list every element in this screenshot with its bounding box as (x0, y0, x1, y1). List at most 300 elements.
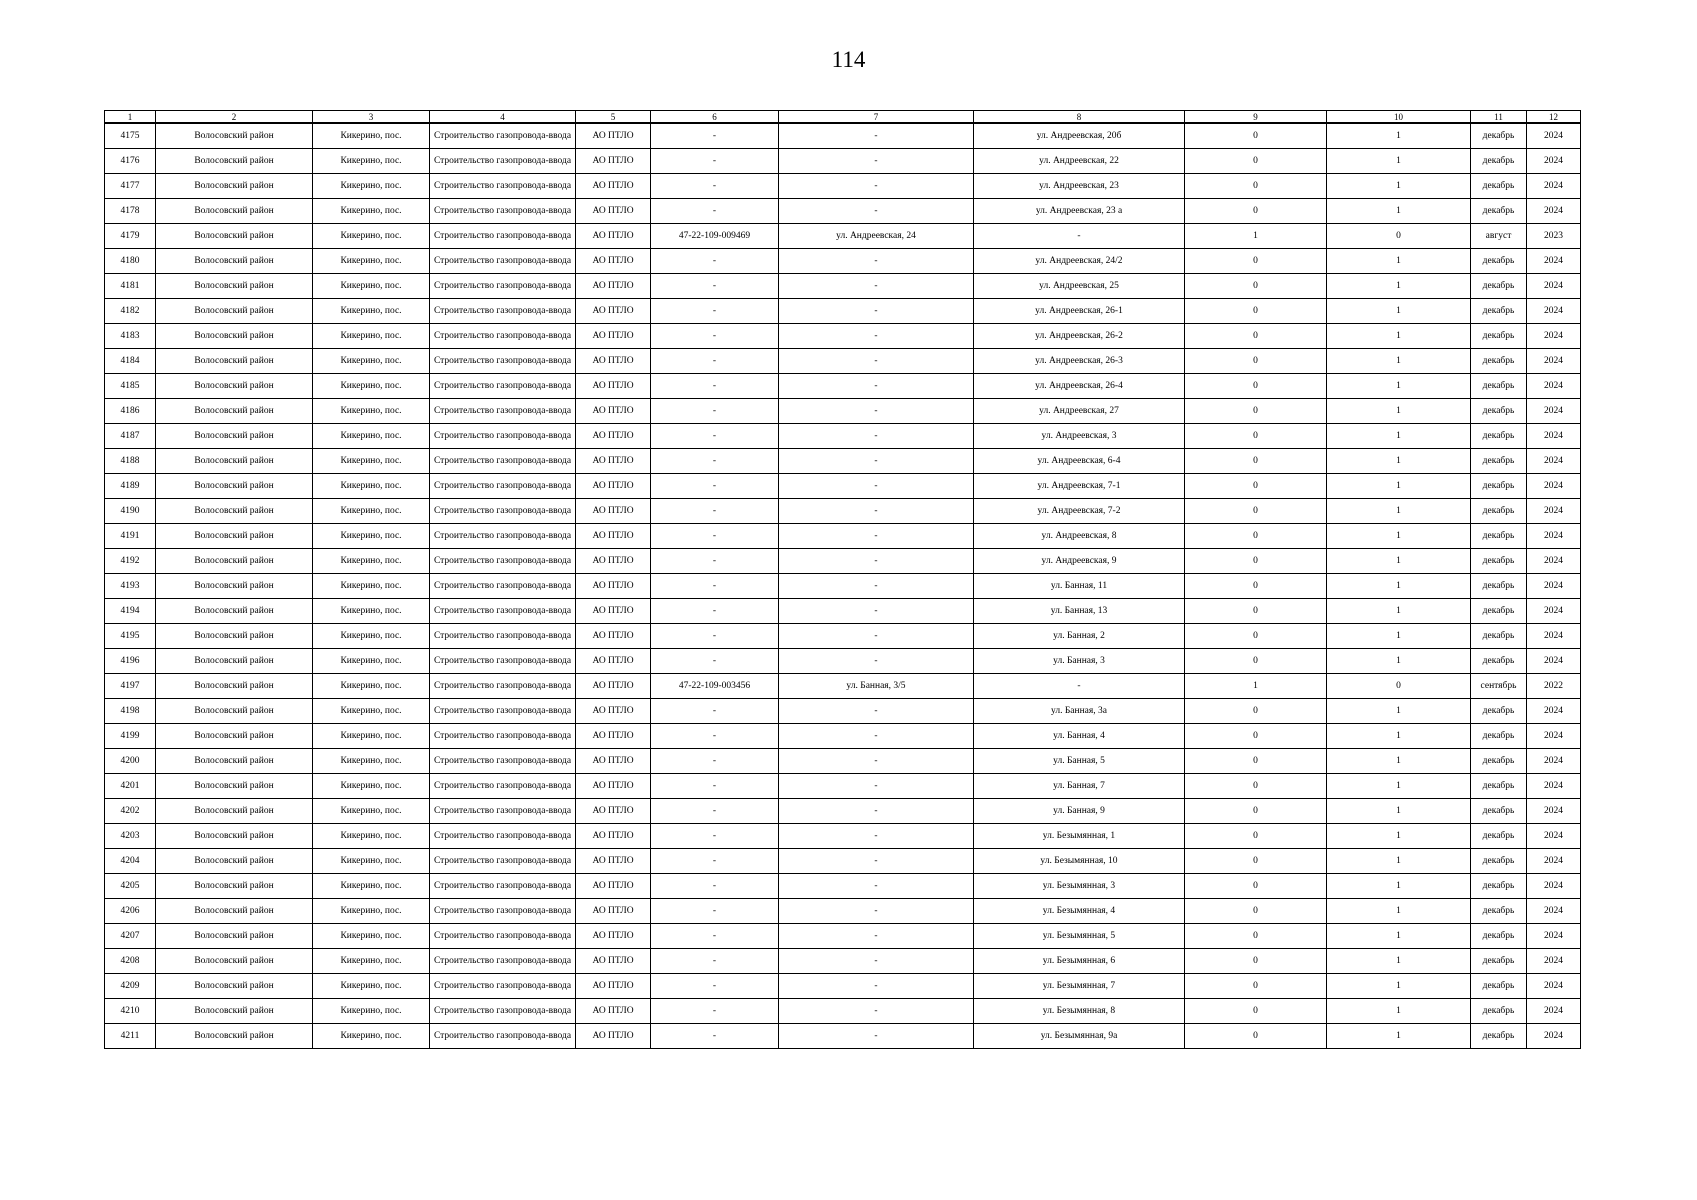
table-cell-col-4: Строительство газопровода-ввода (430, 149, 576, 174)
table-cell-col-5: АО ПТЛО (576, 599, 651, 624)
table-cell-col-5: АО ПТЛО (576, 899, 651, 924)
table-cell-col-5: АО ПТЛО (576, 174, 651, 199)
table-cell-col-11: декабрь (1471, 199, 1527, 224)
table-cell-col-9: 0 (1185, 599, 1327, 624)
table-cell-col-4: Строительство газопровода-ввода (430, 999, 576, 1024)
table-cell-col-12: 2024 (1527, 949, 1581, 974)
table-cell-col-8: ул. Безымянная, 7 (974, 974, 1185, 999)
table-cell-col-6: - (651, 299, 779, 324)
table-cell-col-8: ул. Андреевская, 23 (974, 174, 1185, 199)
table-row (105, 324, 1581, 349)
table-cell-col-12: 2024 (1527, 749, 1581, 774)
table-cell-col-12: 2024 (1527, 199, 1581, 224)
table-cell-col-5: АО ПТЛО (576, 924, 651, 949)
table-cell-col-7: - (779, 999, 974, 1024)
table-cell-col-2: Волосовский район (156, 574, 313, 599)
table-cell-col-10: 1 (1327, 824, 1471, 849)
table-cell-col-9: 0 (1185, 374, 1327, 399)
table-cell-col-2: Волосовский район (156, 399, 313, 424)
table-row (105, 274, 1581, 299)
table-cell-col-5: АО ПТЛО (576, 674, 651, 699)
table-cell-col-9: 0 (1185, 699, 1327, 724)
table-cell-col-8: ул. Безымянная, 1 (974, 824, 1185, 849)
table-cell-col-9: 0 (1185, 949, 1327, 974)
table-cell-col-1: 4208 (105, 949, 156, 974)
table-cell-col-11: декабрь (1471, 449, 1527, 474)
table-row (105, 249, 1581, 274)
table-cell-col-6: - (651, 949, 779, 974)
table-cell-col-10: 1 (1327, 424, 1471, 449)
table-cell-col-3: Кикерино, пос. (313, 224, 430, 249)
table-row (105, 224, 1581, 249)
table-row (105, 199, 1581, 224)
table-cell-col-7: - (779, 849, 974, 874)
table-cell-col-10: 1 (1327, 123, 1471, 149)
table-cell-col-8: ул. Безымянная, 5 (974, 924, 1185, 949)
table-cell-col-11: декабрь (1471, 974, 1527, 999)
table-cell-col-7: - (779, 449, 974, 474)
table-cell-col-4: Строительство газопровода-ввода (430, 549, 576, 574)
table-row (105, 499, 1581, 524)
table-cell-col-10: 1 (1327, 449, 1471, 474)
table-cell-col-5: АО ПТЛО (576, 574, 651, 599)
table-cell-col-3: Кикерино, пос. (313, 349, 430, 374)
table-cell-col-6: - (651, 624, 779, 649)
table-cell-col-4: Строительство газопровода-ввода (430, 499, 576, 524)
table-cell-col-1: 4185 (105, 374, 156, 399)
table-cell-col-5: АО ПТЛО (576, 349, 651, 374)
table-cell-col-6: - (651, 924, 779, 949)
table-cell-col-12: 2024 (1527, 774, 1581, 799)
table-cell-col-7: - (779, 624, 974, 649)
table-cell-col-1: 4200 (105, 749, 156, 774)
page-number: 114 (831, 47, 866, 72)
table-cell-col-8: - (974, 674, 1185, 699)
table-cell-col-3: Кикерино, пос. (313, 174, 430, 199)
table-cell-col-4: Строительство газопровода-ввода (430, 474, 576, 499)
table-cell-col-8: ул. Банная, 3а (974, 699, 1185, 724)
table-cell-col-8: ул. Безымянная, 3 (974, 874, 1185, 899)
table-cell-col-2: Волосовский район (156, 774, 313, 799)
table-cell-col-11: сентябрь (1471, 674, 1527, 699)
table-cell-col-9: 0 (1185, 524, 1327, 549)
table-row (105, 749, 1581, 774)
table-cell-col-7: - (779, 424, 974, 449)
table-cell-col-6: - (651, 974, 779, 999)
table-cell-col-4: Строительство газопровода-ввода (430, 249, 576, 274)
table-cell-col-8: ул. Банная, 7 (974, 774, 1185, 799)
table-cell-col-10: 1 (1327, 624, 1471, 649)
table-cell-col-10: 1 (1327, 749, 1471, 774)
table-cell-col-3: Кикерино, пос. (313, 474, 430, 499)
table-cell-col-7: - (779, 549, 974, 574)
table-cell-col-1: 4183 (105, 324, 156, 349)
table-cell-col-6: - (651, 524, 779, 549)
table-cell-col-3: Кикерино, пос. (313, 849, 430, 874)
table-cell-col-7: - (779, 474, 974, 499)
table-cell-col-6: - (651, 324, 779, 349)
table-cell-col-1: 4177 (105, 174, 156, 199)
table-cell-col-11: декабрь (1471, 299, 1527, 324)
table-cell-col-6: - (651, 699, 779, 724)
table-cell-col-3: Кикерино, пос. (313, 324, 430, 349)
table-cell-col-6: - (651, 249, 779, 274)
table-cell-col-3: Кикерино, пос. (313, 649, 430, 674)
table-cell-col-10: 1 (1327, 324, 1471, 349)
table-cell-col-11: декабрь (1471, 274, 1527, 299)
table-cell-col-10: 1 (1327, 349, 1471, 374)
table-cell-col-12: 2024 (1527, 1024, 1581, 1049)
table-cell-col-7: - (779, 799, 974, 824)
table-cell-col-7: - (779, 324, 974, 349)
table-cell-col-11: декабрь (1471, 374, 1527, 399)
table-cell-col-2: Волосовский район (156, 224, 313, 249)
table-cell-col-8: ул. Андреевская, 25 (974, 274, 1185, 299)
table-cell-col-1: 4188 (105, 449, 156, 474)
table-cell-col-12: 2024 (1527, 399, 1581, 424)
table-cell-col-12: 2024 (1527, 474, 1581, 499)
table-cell-col-11: декабрь (1471, 524, 1527, 549)
table-cell-col-10: 0 (1327, 224, 1471, 249)
table-cell-col-11: декабрь (1471, 549, 1527, 574)
table-cell-col-12: 2024 (1527, 324, 1581, 349)
table-cell-col-10: 1 (1327, 999, 1471, 1024)
table-cell-col-3: Кикерино, пос. (313, 524, 430, 549)
table-cell-col-1: 4206 (105, 899, 156, 924)
table-cell-col-7: - (779, 274, 974, 299)
table-cell-col-7: - (779, 699, 974, 724)
table-row (105, 399, 1581, 424)
table-cell-col-3: Кикерино, пос. (313, 949, 430, 974)
table-cell-col-4: Строительство газопровода-ввода (430, 774, 576, 799)
table-cell-col-5: АО ПТЛО (576, 299, 651, 324)
table-cell-col-8: ул. Андреевская, 27 (974, 399, 1185, 424)
table-row (105, 424, 1581, 449)
table-cell-col-6: - (651, 449, 779, 474)
table-cell-col-3: Кикерино, пос. (313, 974, 430, 999)
table-cell-col-2: Волосовский район (156, 599, 313, 624)
table-cell-col-3: Кикерино, пос. (313, 774, 430, 799)
table-cell-col-9: 0 (1185, 649, 1327, 674)
table-cell-col-10: 1 (1327, 599, 1471, 624)
table-cell-col-9: 0 (1185, 874, 1327, 899)
table-cell-col-10: 1 (1327, 574, 1471, 599)
table-cell-col-4: Строительство газопровода-ввода (430, 824, 576, 849)
table-cell-col-5: АО ПТЛО (576, 824, 651, 849)
table-cell-col-2: Волосовский район (156, 449, 313, 474)
table-cell-col-3: Кикерино, пос. (313, 249, 430, 274)
table-cell-col-6: - (651, 149, 779, 174)
table-cell-col-6: - (651, 549, 779, 574)
table-cell-col-5: АО ПТЛО (576, 949, 651, 974)
table-cell-col-1: 4184 (105, 349, 156, 374)
table-cell-col-12: 2024 (1527, 724, 1581, 749)
table-cell-col-6: - (651, 123, 779, 149)
table-row (105, 174, 1581, 199)
table-cell-col-6: 47-22-109-009469 (651, 224, 779, 249)
table-cell-col-2: Волосовский район (156, 349, 313, 374)
table-cell-col-11: декабрь (1471, 724, 1527, 749)
table-cell-col-2: Волосовский район (156, 974, 313, 999)
table-cell-col-6: - (651, 349, 779, 374)
table-cell-col-9: 0 (1185, 349, 1327, 374)
table-row (105, 123, 1581, 149)
table-cell-col-12: 2024 (1527, 349, 1581, 374)
table-cell-col-12: 2024 (1527, 149, 1581, 174)
table-cell-col-12: 2024 (1527, 874, 1581, 899)
table-cell-col-11: декабрь (1471, 999, 1527, 1024)
table-cell-col-1: 4204 (105, 849, 156, 874)
table-cell-col-12: 2024 (1527, 824, 1581, 849)
table-cell-col-7: - (779, 1024, 974, 1049)
table-cell-col-4: Строительство газопровода-ввода (430, 699, 576, 724)
table-cell-col-11: декабрь (1471, 574, 1527, 599)
table-cell-col-12: 2024 (1527, 299, 1581, 324)
table-cell-col-1: 4195 (105, 624, 156, 649)
column-header-4: 4 (430, 111, 576, 124)
table-cell-col-8: ул. Безымянная, 8 (974, 999, 1185, 1024)
table-row (105, 524, 1581, 549)
table-cell-col-9: 0 (1185, 849, 1327, 874)
table-cell-col-2: Волосовский район (156, 474, 313, 499)
table-cell-col-7: - (779, 374, 974, 399)
table-cell-col-2: Волосовский район (156, 549, 313, 574)
table-cell-col-2: Волосовский район (156, 499, 313, 524)
table-cell-col-7: - (779, 649, 974, 674)
table-cell-col-3: Кикерино, пос. (313, 899, 430, 924)
table-cell-col-6: - (651, 199, 779, 224)
column-header-6: 6 (651, 111, 779, 124)
table-cell-col-11: декабрь (1471, 649, 1527, 674)
table-cell-col-3: Кикерино, пос. (313, 449, 430, 474)
table-cell-col-8: ул. Банная, 5 (974, 749, 1185, 774)
table-cell-col-6: - (651, 424, 779, 449)
table-cell-col-8: ул. Андреевская, 26-2 (974, 324, 1185, 349)
table-cell-col-11: декабрь (1471, 924, 1527, 949)
table-cell-col-2: Волосовский район (156, 249, 313, 274)
table-cell-col-10: 1 (1327, 474, 1471, 499)
table-cell-col-9: 0 (1185, 749, 1327, 774)
table-cell-col-9: 1 (1185, 674, 1327, 699)
table-cell-col-12: 2024 (1527, 799, 1581, 824)
table-cell-col-3: Кикерино, пос. (313, 599, 430, 624)
table-cell-col-7: - (779, 199, 974, 224)
table-cell-col-6: - (651, 499, 779, 524)
table-cell-col-4: Строительство газопровода-ввода (430, 874, 576, 899)
table-cell-col-3: Кикерино, пос. (313, 149, 430, 174)
column-header-2: 2 (156, 111, 313, 124)
table-cell-col-1: 4181 (105, 274, 156, 299)
table-cell-col-12: 2024 (1527, 274, 1581, 299)
table-cell-col-12: 2024 (1527, 699, 1581, 724)
table-cell-col-9: 0 (1185, 1024, 1327, 1049)
table-cell-col-8: ул. Андреевская, 26-3 (974, 349, 1185, 374)
table-cell-col-1: 4180 (105, 249, 156, 274)
table-cell-col-1: 4205 (105, 874, 156, 899)
table-cell-col-11: декабрь (1471, 324, 1527, 349)
table-cell-col-6: - (651, 399, 779, 424)
table-cell-col-9: 0 (1185, 999, 1327, 1024)
table-cell-col-9: 0 (1185, 499, 1327, 524)
column-header-10: 10 (1327, 111, 1471, 124)
table-cell-col-12: 2024 (1527, 174, 1581, 199)
table-cell-col-3: Кикерино, пос. (313, 874, 430, 899)
table-cell-col-11: декабрь (1471, 1024, 1527, 1049)
table-cell-col-2: Волосовский район (156, 749, 313, 774)
table-cell-col-1: 4192 (105, 549, 156, 574)
table-cell-col-4: Строительство газопровода-ввода (430, 624, 576, 649)
table-cell-col-1: 4209 (105, 974, 156, 999)
table-cell-col-9: 0 (1185, 299, 1327, 324)
table-cell-col-4: Строительство газопровода-ввода (430, 224, 576, 249)
table-cell-col-11: декабрь (1471, 424, 1527, 449)
table-cell-col-7: - (779, 174, 974, 199)
table-cell-col-3: Кикерино, пос. (313, 123, 430, 149)
table-cell-col-10: 1 (1327, 799, 1471, 824)
table-cell-col-11: декабрь (1471, 349, 1527, 374)
table-cell-col-1: 4196 (105, 649, 156, 674)
table-cell-col-9: 0 (1185, 624, 1327, 649)
table-cell-col-2: Волосовский район (156, 123, 313, 149)
table-cell-col-3: Кикерино, пос. (313, 1024, 430, 1049)
table-cell-col-1: 4202 (105, 799, 156, 824)
table-cell-col-11: декабрь (1471, 699, 1527, 724)
table-cell-col-5: АО ПТЛО (576, 874, 651, 899)
table-cell-col-9: 0 (1185, 424, 1327, 449)
table-cell-col-12: 2024 (1527, 899, 1581, 924)
table-cell-col-8: ул. Банная, 9 (974, 799, 1185, 824)
table-cell-col-1: 4182 (105, 299, 156, 324)
table-cell-col-8: ул. Андреевская, 26-1 (974, 299, 1185, 324)
table-cell-col-6: - (651, 274, 779, 299)
table-cell-col-3: Кикерино, пос. (313, 724, 430, 749)
table-cell-col-5: АО ПТЛО (576, 849, 651, 874)
table-cell-col-11: декабрь (1471, 774, 1527, 799)
table-cell-col-2: Волосовский район (156, 199, 313, 224)
table-cell-col-5: АО ПТЛО (576, 624, 651, 649)
table-cell-col-11: декабрь (1471, 123, 1527, 149)
table-cell-col-10: 1 (1327, 724, 1471, 749)
table-cell-col-3: Кикерино, пос. (313, 499, 430, 524)
table-cell-col-1: 4191 (105, 524, 156, 549)
table-cell-col-6: - (651, 899, 779, 924)
table-cell-col-4: Строительство газопровода-ввода (430, 949, 576, 974)
table-cell-col-1: 4207 (105, 924, 156, 949)
table-cell-col-10: 1 (1327, 149, 1471, 174)
table-cell-col-3: Кикерино, пос. (313, 424, 430, 449)
table-cell-col-7: - (779, 749, 974, 774)
column-header-9: 9 (1185, 111, 1327, 124)
table-cell-col-4: Строительство газопровода-ввода (430, 1024, 576, 1049)
table-cell-col-1: 4187 (105, 424, 156, 449)
table-cell-col-7: - (779, 899, 974, 924)
table-cell-col-11: декабрь (1471, 874, 1527, 899)
table-cell-col-4: Строительство газопровода-ввода (430, 899, 576, 924)
table-cell-col-2: Волосовский район (156, 424, 313, 449)
table-cell-col-9: 0 (1185, 824, 1327, 849)
table-cell-col-3: Кикерино, пос. (313, 799, 430, 824)
table-cell-col-7: - (779, 399, 974, 424)
table-cell-col-9: 0 (1185, 449, 1327, 474)
table-cell-col-7: - (779, 949, 974, 974)
table-cell-col-9: 1 (1185, 224, 1327, 249)
table-cell-col-7: - (779, 824, 974, 849)
table-cell-col-5: АО ПТЛО (576, 324, 651, 349)
table-cell-col-8: ул. Банная, 3 (974, 649, 1185, 674)
table-row (105, 824, 1581, 849)
table-cell-col-5: АО ПТЛО (576, 399, 651, 424)
table-cell-col-9: 0 (1185, 549, 1327, 574)
table-cell-col-10: 1 (1327, 974, 1471, 999)
table-cell-col-1: 4178 (105, 199, 156, 224)
table-cell-col-12: 2022 (1527, 674, 1581, 699)
table-cell-col-1: 4201 (105, 774, 156, 799)
table-cell-col-2: Волосовский район (156, 624, 313, 649)
table-cell-col-7: - (779, 524, 974, 549)
table-cell-col-4: Строительство газопровода-ввода (430, 674, 576, 699)
table-cell-col-1: 4179 (105, 224, 156, 249)
table-cell-col-12: 2024 (1527, 499, 1581, 524)
table-cell-col-10: 1 (1327, 699, 1471, 724)
table-cell-col-4: Строительство газопровода-ввода (430, 974, 576, 999)
table-cell-col-9: 0 (1185, 324, 1327, 349)
table-row (105, 299, 1581, 324)
table-cell-col-8: ул. Андреевская, 3 (974, 424, 1185, 449)
table-row (105, 724, 1581, 749)
table-cell-col-9: 0 (1185, 199, 1327, 224)
table-cell-col-1: 4197 (105, 674, 156, 699)
table-cell-col-8: ул. Андреевская, 22 (974, 149, 1185, 174)
table-cell-col-11: декабрь (1471, 849, 1527, 874)
table-cell-col-11: декабрь (1471, 899, 1527, 924)
table-cell-col-11: декабрь (1471, 949, 1527, 974)
table-cell-col-5: АО ПТЛО (576, 974, 651, 999)
table-cell-col-5: АО ПТЛО (576, 149, 651, 174)
table-cell-col-4: Строительство газопровода-ввода (430, 649, 576, 674)
table-cell-col-6: - (651, 474, 779, 499)
table-cell-col-3: Кикерино, пос. (313, 399, 430, 424)
table-cell-col-9: 0 (1185, 974, 1327, 999)
table-cell-col-11: декабрь (1471, 824, 1527, 849)
table-cell-col-2: Волосовский район (156, 324, 313, 349)
table-row (105, 549, 1581, 574)
table-cell-col-10: 1 (1327, 374, 1471, 399)
table-row (105, 149, 1581, 174)
table-row (105, 649, 1581, 674)
table-cell-col-9: 0 (1185, 149, 1327, 174)
table-cell-col-7: - (779, 249, 974, 274)
table-cell-col-9: 0 (1185, 474, 1327, 499)
table-cell-col-3: Кикерино, пос. (313, 624, 430, 649)
column-header-12: 12 (1527, 111, 1581, 124)
table-cell-col-6: - (651, 749, 779, 774)
table-cell-col-8: ул. Андреевская, 26-4 (974, 374, 1185, 399)
table-cell-col-7: - (779, 499, 974, 524)
table-cell-col-11: декабрь (1471, 499, 1527, 524)
table-cell-col-12: 2024 (1527, 249, 1581, 274)
table-cell-col-5: АО ПТЛО (576, 524, 651, 549)
table-cell-col-11: декабрь (1471, 174, 1527, 199)
table-cell-col-4: Строительство газопровода-ввода (430, 799, 576, 824)
table-cell-col-4: Строительство газопровода-ввода (430, 924, 576, 949)
table-cell-col-3: Кикерино, пос. (313, 824, 430, 849)
table-cell-col-2: Волосовский район (156, 699, 313, 724)
table-cell-col-2: Волосовский район (156, 524, 313, 549)
table-cell-col-5: АО ПТЛО (576, 249, 651, 274)
table-row (105, 474, 1581, 499)
table-cell-col-4: Строительство газопровода-ввода (430, 174, 576, 199)
table-cell-col-12: 2024 (1527, 123, 1581, 149)
